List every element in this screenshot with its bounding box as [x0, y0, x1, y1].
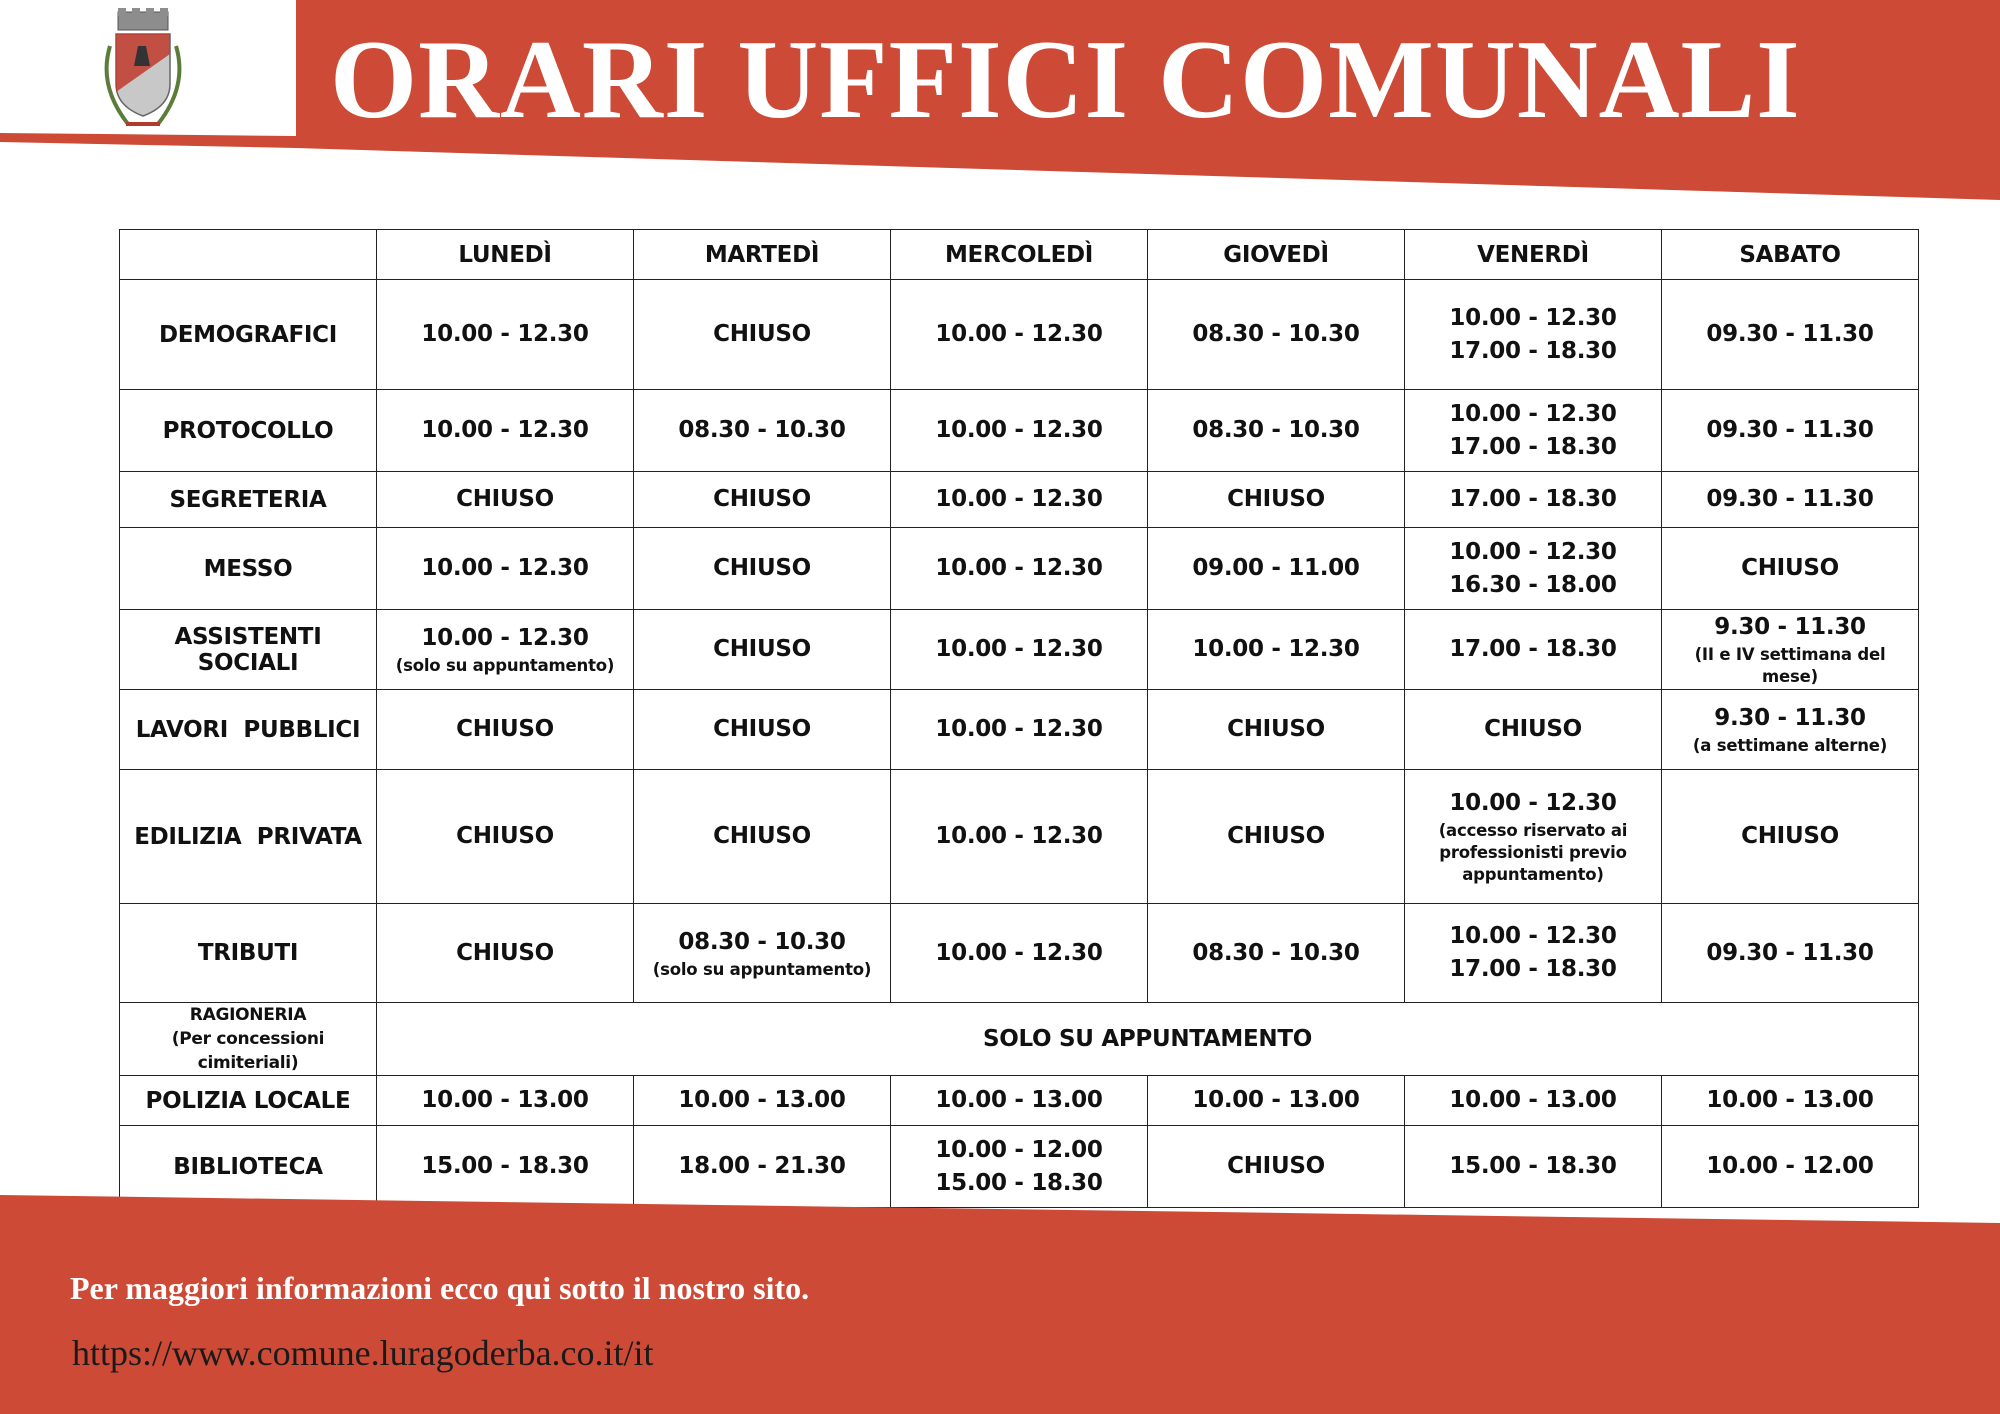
hours-note: (II e IV settimana del mese)	[1694, 645, 1886, 686]
hours-cell	[377, 528, 634, 610]
hours-cell	[634, 690, 891, 770]
table-row	[120, 610, 1919, 690]
hours-line: 9.30 - 11.30	[1714, 705, 1866, 731]
hours-cell	[377, 904, 634, 1003]
table-row	[120, 770, 1919, 904]
hours-line: 10.00 - 12.30	[935, 321, 1103, 347]
hours-cell	[1148, 528, 1405, 610]
hours-cell	[891, 770, 1148, 904]
hours-line: CHIUSO	[456, 823, 554, 849]
hours-line: CHIUSO	[1227, 823, 1325, 849]
hours-line: 10.00 - 12.30	[935, 417, 1103, 443]
hours-line: 15.00 - 18.30	[421, 1153, 589, 1179]
appointment-only-cell: SOLO SU APPUNTAMENTO	[377, 1003, 1919, 1076]
hours-line: 10.00 - 12.30	[421, 555, 589, 581]
footer-info-text: Per maggiori informazioni ecco qui sotto il nostro sito.	[70, 1270, 810, 1306]
hours-cell	[634, 904, 891, 1003]
office-name-subline: (Per concessioni cimiteriali)	[171, 1029, 325, 1073]
hours-cell	[634, 472, 891, 528]
hours-line: 09.30 - 11.30	[1706, 486, 1874, 512]
column-header-friday: VENERDÌ	[1405, 230, 1662, 280]
hours-line: 10.00 - 13.00	[1706, 1087, 1874, 1113]
table-row	[120, 528, 1919, 610]
hours-line: 17.00 - 18.30	[1449, 486, 1617, 512]
hours-cell	[1405, 280, 1662, 390]
hours-line: 10.00 - 12.30	[1449, 538, 1617, 565]
office-name: LAVORI PUBBLICI	[120, 690, 377, 770]
hours-line: CHIUSO	[1227, 716, 1325, 742]
column-header-wednesday: MERCOLEDÌ	[891, 230, 1148, 280]
hours-line: 10.00 - 12.30	[935, 555, 1103, 581]
hours-cell	[1662, 390, 1919, 472]
hours-line: 10.00 - 12.00	[935, 1136, 1103, 1163]
hours-line: 17.00 - 18.30	[1449, 956, 1617, 982]
hours-cell	[1148, 610, 1405, 690]
column-header-tuesday: MARTEDÌ	[634, 230, 891, 280]
hours-cell	[891, 904, 1148, 1003]
hours-line: CHIUSO	[456, 486, 554, 512]
office-name: TRIBUTI	[120, 904, 377, 1003]
hours-line: 09.30 - 11.30	[1706, 939, 1874, 966]
hours-line: 16.30 - 18.00	[1449, 571, 1617, 598]
table-row	[120, 690, 1919, 770]
hours-line: CHIUSO	[1484, 716, 1582, 742]
hours-line: 09.30 - 11.30	[1706, 321, 1874, 347]
hours-cell	[1662, 472, 1919, 528]
office-name: POLIZIA LOCALE	[120, 1076, 377, 1126]
hours-line: 17.00 - 18.30	[1449, 433, 1617, 460]
hours-line: 9.30 - 11.30	[1714, 614, 1866, 640]
hours-line: 10.00 - 12.30	[421, 417, 589, 443]
hours-line: 08.30 - 10.30	[678, 417, 846, 443]
hours-line: CHIUSO	[713, 823, 811, 849]
hours-cell	[891, 390, 1148, 472]
hours-line: CHIUSO	[713, 716, 811, 742]
hours-cell	[1148, 390, 1405, 472]
table-row	[120, 280, 1919, 390]
hours-cell	[1405, 690, 1662, 770]
hours-line: 08.30 - 10.30	[1192, 939, 1360, 966]
hours-line: 08.30 - 10.30	[678, 928, 846, 955]
hours-line: CHIUSO	[713, 636, 811, 662]
header-corner-cell	[120, 230, 377, 280]
hours-cell	[1405, 770, 1662, 904]
hours-line: CHIUSO	[1227, 1153, 1325, 1179]
table-header-row	[120, 230, 1919, 280]
hours-cell	[634, 770, 891, 904]
hours-cell	[1662, 528, 1919, 610]
hours-note: appuntamento)	[1462, 865, 1604, 884]
hours-note: (accesso riservato ai	[1438, 821, 1628, 840]
hours-cell	[891, 280, 1148, 390]
hours-cell	[1662, 904, 1919, 1003]
hours-note: (a settimane alterne)	[1692, 736, 1888, 755]
hours-line: 10.00 - 12.30	[1449, 400, 1617, 427]
hours-cell	[1662, 1076, 1919, 1126]
hours-cell	[1148, 280, 1405, 390]
hours-cell	[634, 528, 891, 610]
column-header-monday: LUNEDÌ	[377, 230, 634, 280]
hours-cell	[891, 690, 1148, 770]
hours-cell	[377, 610, 634, 690]
hours-line: CHIUSO	[456, 716, 554, 742]
hours-line: 17.00 - 18.30	[1449, 337, 1617, 364]
hours-cell	[1148, 690, 1405, 770]
hours-note: (solo su appuntamento)	[395, 656, 615, 675]
hours-cell	[377, 690, 634, 770]
office-name: DEMOGRAFICI	[120, 280, 377, 390]
hours-cell	[1405, 528, 1662, 610]
hours-cell	[1662, 280, 1919, 390]
hours-line: 15.00 - 18.30	[935, 1169, 1103, 1196]
hours-line: 10.00 - 12.30	[935, 486, 1103, 512]
hours-cell	[1662, 610, 1919, 690]
hours-line: CHIUSO	[713, 555, 811, 581]
column-header-thursday: GIOVEDÌ	[1148, 230, 1405, 280]
table-row	[120, 1076, 1919, 1126]
hours-cell	[1662, 690, 1919, 770]
table-row	[120, 904, 1919, 1003]
hours-note: (solo su appuntamento)	[652, 959, 872, 979]
hours-line: 09.00 - 11.00	[1192, 555, 1360, 581]
hours-cell	[1405, 904, 1662, 1003]
hours-cell	[1148, 472, 1405, 528]
hours-cell	[634, 610, 891, 690]
schedule-table	[119, 229, 1919, 1208]
office-name: BIBLIOTECA	[120, 1126, 377, 1208]
hours-cell	[634, 1076, 891, 1126]
table-row	[120, 1003, 1919, 1076]
hours-cell	[891, 528, 1148, 610]
hours-line: 10.00 - 12.30	[1449, 790, 1617, 816]
hours-line: 09.30 - 11.30	[1706, 417, 1874, 443]
hours-cell	[891, 472, 1148, 528]
office-name: EDILIZIA PRIVATA	[120, 770, 377, 904]
hours-line: CHIUSO	[1741, 555, 1839, 581]
hours-cell	[1148, 1076, 1405, 1126]
hours-line: 10.00 - 12.30	[1449, 923, 1617, 949]
hours-line: CHIUSO	[456, 939, 554, 966]
hours-line: 10.00 - 12.30	[935, 823, 1103, 849]
hours-line: 10.00 - 12.30	[421, 321, 589, 347]
hours-cell	[377, 280, 634, 390]
hours-line: 18.00 - 21.30	[678, 1153, 846, 1179]
office-name: MESSO	[120, 528, 377, 610]
hours-cell	[1405, 390, 1662, 472]
table-row	[120, 390, 1919, 472]
hours-line: 10.00 - 13.00	[1192, 1087, 1360, 1113]
hours-cell	[377, 1076, 634, 1126]
hours-line: CHIUSO	[1741, 823, 1839, 849]
footer-website-link[interactable]: https://www.comune.luragoderba.co.it/it	[72, 1333, 654, 1373]
hours-line: 10.00 - 13.00	[421, 1087, 589, 1113]
hours-cell	[1662, 770, 1919, 904]
hours-cell	[377, 770, 634, 904]
hours-cell	[377, 472, 634, 528]
hours-line: 17.00 - 18.30	[1449, 636, 1617, 662]
hours-cell	[1405, 610, 1662, 690]
hours-line: 08.30 - 10.30	[1192, 417, 1360, 443]
hours-cell	[891, 1076, 1148, 1126]
hours-cell	[377, 390, 634, 472]
office-name: PROTOCOLLO	[120, 390, 377, 472]
hours-line: 10.00 - 12.30	[935, 716, 1103, 742]
hours-line: 10.00 - 12.30	[935, 939, 1103, 966]
hours-line: CHIUSO	[1227, 486, 1325, 512]
hours-line: 10.00 - 12.00	[1706, 1153, 1874, 1179]
hours-line: 10.00 - 12.30	[421, 625, 589, 651]
hours-cell	[1148, 904, 1405, 1003]
hours-cell	[634, 390, 891, 472]
hours-line: 10.00 - 13.00	[935, 1087, 1103, 1113]
coat-of-arms-icon	[88, 6, 198, 136]
office-name-line: RAGIONERIA	[189, 1005, 307, 1025]
hours-cell	[1405, 1076, 1662, 1126]
page-title: ORARI UFFICI COMUNALI	[330, 18, 1801, 142]
hours-line: 10.00 - 12.30	[1192, 636, 1360, 662]
hours-cell	[1148, 770, 1405, 904]
office-name: ASSISTENTI SOCIALI	[120, 610, 377, 690]
hours-cell	[1405, 472, 1662, 528]
column-header-saturday: SABATO	[1662, 230, 1919, 280]
hours-cell	[634, 280, 891, 390]
hours-line: 10.00 - 13.00	[678, 1087, 846, 1113]
hours-line: 15.00 - 18.30	[1449, 1153, 1617, 1179]
hours-line: CHIUSO	[713, 486, 811, 512]
hours-line: 10.00 - 13.00	[1449, 1087, 1617, 1113]
hours-line: CHIUSO	[713, 321, 811, 347]
hours-line: 08.30 - 10.30	[1192, 321, 1360, 347]
table-row	[120, 472, 1919, 528]
hours-cell	[891, 610, 1148, 690]
hours-note: professionisti previo	[1439, 843, 1627, 862]
office-name: SEGRETERIA	[120, 472, 377, 528]
hours-line: 10.00 - 12.30	[1449, 304, 1617, 331]
office-name	[120, 1003, 377, 1076]
hours-line: 10.00 - 12.30	[935, 636, 1103, 662]
